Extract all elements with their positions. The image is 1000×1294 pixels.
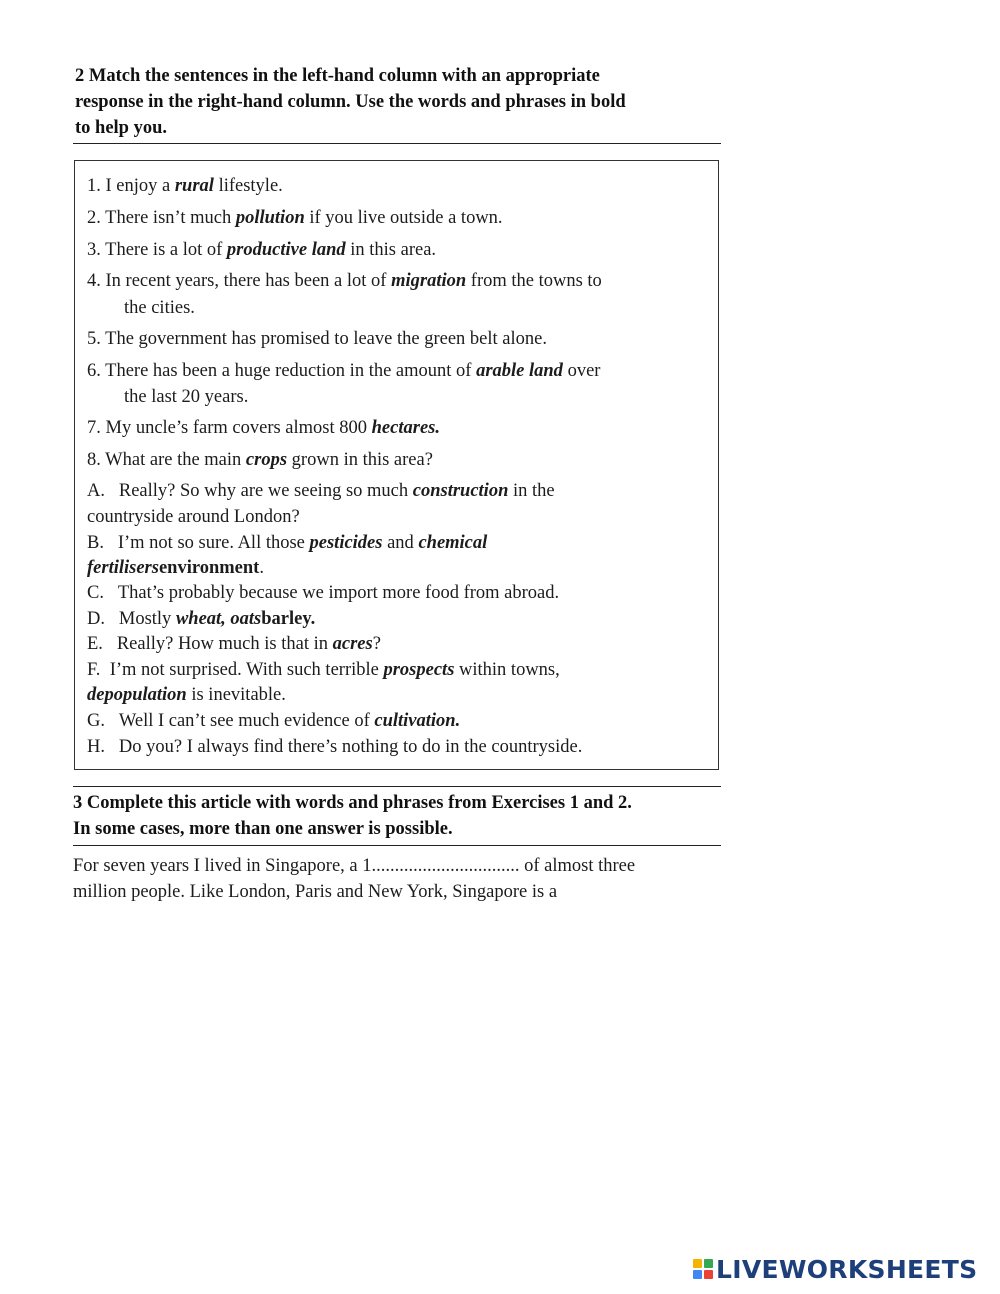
heading-line: 3 Complete this article with words and phrases from Exercises 1 and 2.: [73, 793, 632, 813]
response-d: D. Mostly wheat, oatsbarley.: [87, 609, 316, 629]
sentence-3: 3. There is a lot of productive land in this area.: [87, 240, 437, 260]
article-line: million people. Like London, Paris and New York, Singapore is a: [73, 882, 558, 902]
sentence-5: 5. The government has promised to leave the green belt alone.: [87, 329, 547, 349]
response-h: H. Do you? I always find there’s nothing to do in the countryside.: [87, 737, 583, 757]
sentence-4: 4. In recent years, there has been a lot of migration from the towns to: [87, 271, 602, 291]
exercise-3-divider: [73, 845, 721, 846]
exercise-3-top-rule: [73, 786, 721, 787]
response-a: A. Really? So why are we seeing so much construction in the: [87, 481, 555, 501]
sentence-6: 6. There has been a huge reduction in the amount of arable land over: [87, 361, 601, 381]
response-f: F. I’m not surprised. With such terrible prospects within towns,: [87, 660, 560, 680]
sentence-4-continued: the cities.: [124, 298, 195, 318]
response-a-continued: countryside around London?: [87, 507, 300, 527]
heading-line: 2 Match the sentences in the left-hand column with an appropriate: [75, 66, 600, 86]
sentence-6-continued: the last 20 years.: [124, 387, 249, 407]
response-e: E. Really? How much is that in acres?: [87, 634, 381, 654]
sentence-1: 1. I enjoy a rural lifestyle.: [87, 176, 283, 196]
logo-mark-icon: [693, 1259, 713, 1279]
response-g: G. Well I can’t see much evidence of cultivation.: [87, 711, 461, 731]
article-text: [73, 853, 723, 905]
sentence-7: 7. My uncle’s farm covers almost 800 hectares.: [87, 418, 440, 438]
heading-divider: [73, 143, 721, 144]
exercise-3-heading: [73, 790, 723, 842]
heading-line: In some cases, more than one answer is possible.: [73, 819, 453, 839]
logo-text: LIVEWORKSHEETS: [716, 1254, 978, 1284]
heading-line: response in the right-hand column. Use the words and phrases in bold: [75, 92, 626, 112]
heading-line: to help you.: [75, 118, 168, 138]
response-c: C. That’s probably because we import more food from abroad.: [87, 583, 560, 603]
exercise-2-heading: [75, 63, 725, 141]
sentence-8: 8. What are the main crops grown in this area?: [87, 450, 433, 470]
article-line: For seven years I lived in Singapore, a 1................................ of almost three: [73, 856, 636, 876]
response-b: B. I’m not so sure. All those pesticides and chemical: [87, 533, 488, 553]
liveworksheets-logo: [693, 1254, 977, 1284]
sentence-2: 2. There isn’t much pollution if you live outside a town.: [87, 208, 503, 228]
response-b-continued: fertilisersenvironment.: [87, 558, 264, 578]
response-f-continued: depopulation is inevitable.: [87, 685, 286, 705]
